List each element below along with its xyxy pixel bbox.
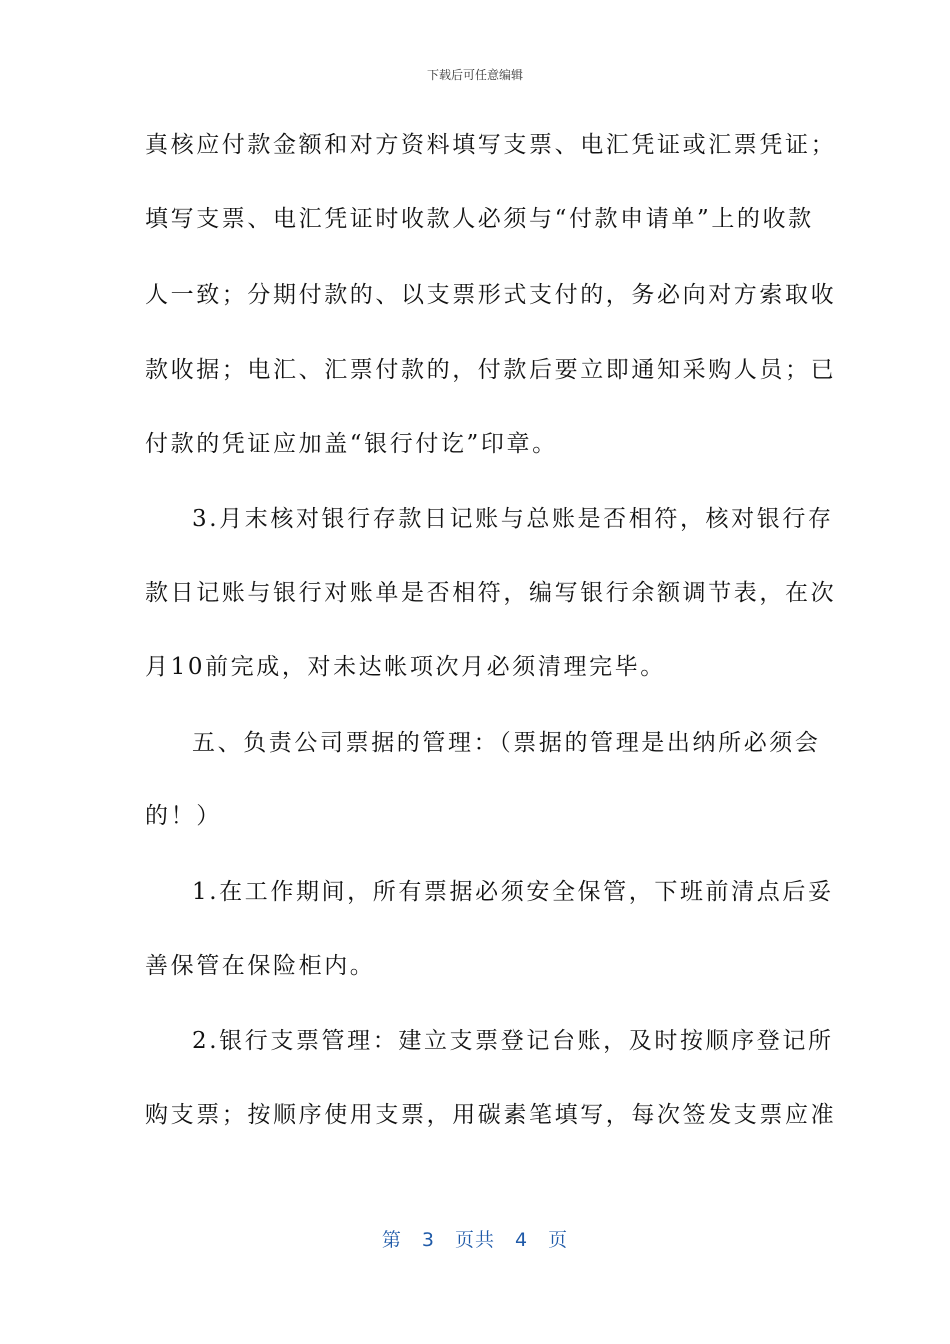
text-line: 填写支票、电汇凭证时收款人必须与“付款申请单”上的收款	[145, 206, 814, 232]
text-line: 的！）	[145, 803, 222, 829]
text-line: 人一致；分期付款的、以支票形式支付的，务必向对方索取收	[145, 282, 837, 308]
text-line: 款收据；电汇、汇票付款的，付款后要立即通知采购人员；已	[145, 357, 837, 383]
page-footer	[0, 1225, 950, 1252]
header-note: 下载后可任意编辑	[426, 68, 523, 82]
current-page-number: 3	[421, 1229, 435, 1251]
footer-middle: 页共	[454, 1229, 495, 1251]
text-line: 购支票；按顺序使用支票，用碳素笔填写，每次签发支票应准	[145, 1102, 837, 1128]
text-line: 2.银行支票管理：建立支票登记台账，及时按顺序登记所	[192, 1028, 834, 1054]
footer-prefix: 第	[381, 1229, 402, 1251]
text-line: 款日记账与银行对账单是否相符，编写银行余额调节表，在次	[145, 580, 837, 606]
footer-suffix: 页	[548, 1229, 569, 1251]
text-line: 月10前完成，对未达帐项次月必须清理完毕。	[145, 654, 666, 680]
text-line: 3.月末核对银行存款日记账与总账是否相符，核对银行存	[192, 506, 834, 532]
text-line: 善保管在保险柜内。	[145, 953, 376, 979]
total-pages-number: 4	[515, 1229, 529, 1251]
text-line: 真核应付款金额和对方资料填写支票、电汇凭证或汇票凭证；	[145, 132, 837, 158]
text-line: 五、负责公司票据的管理：（票据的管理是出纳所必须会	[192, 730, 821, 756]
text-line: 付款的凭证应加盖“银行付讫”印章。	[145, 431, 558, 457]
text-line: 1.在工作期间，所有票据必须安全保管，下班前清点后妥	[192, 879, 834, 905]
